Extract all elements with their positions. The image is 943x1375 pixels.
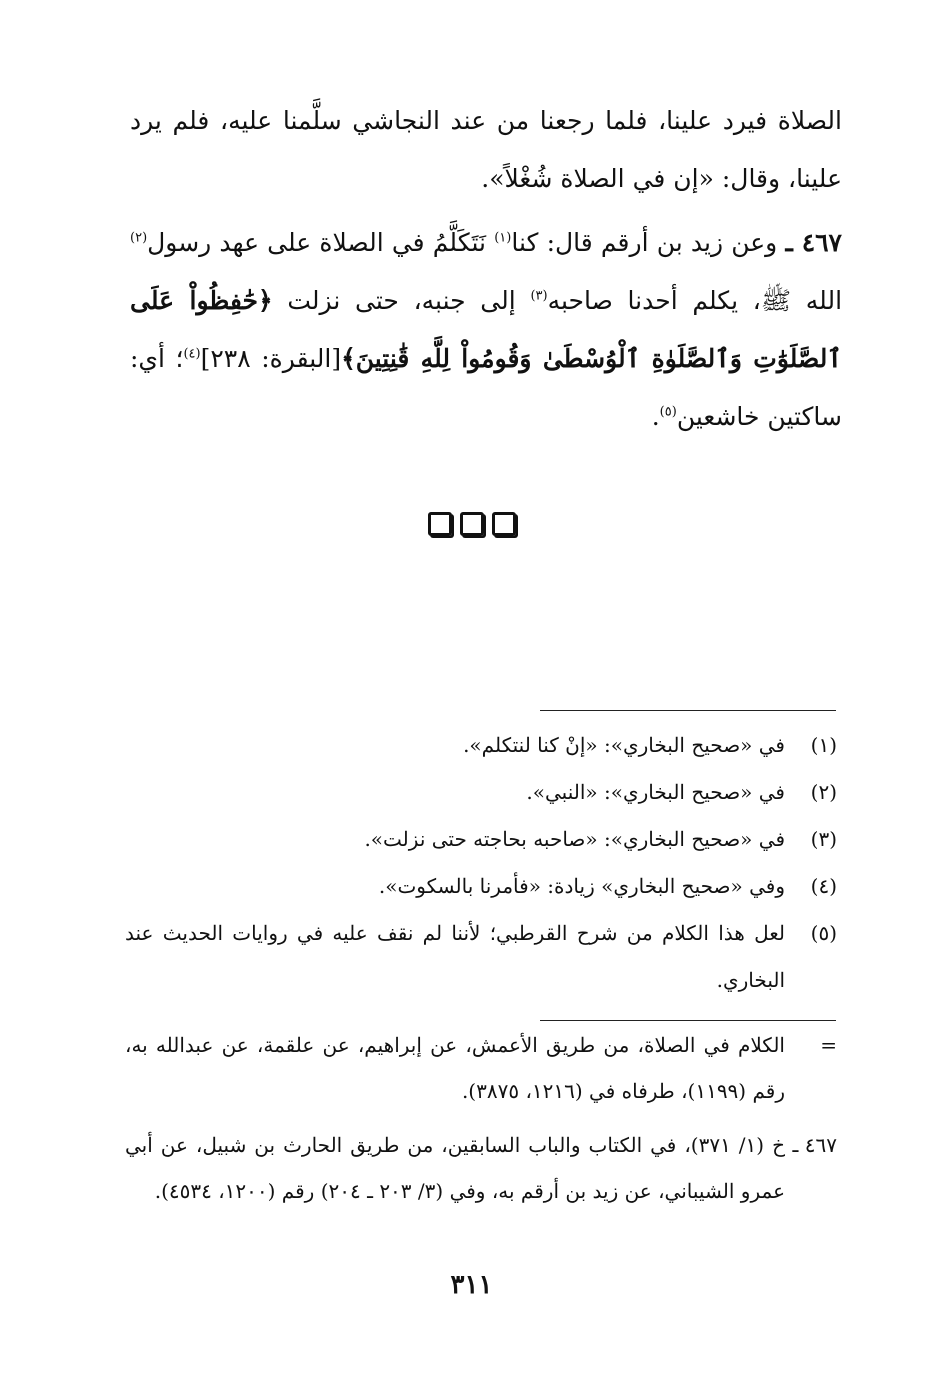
section-separator [0,512,943,540]
separator-box-icon [460,512,484,536]
paragraph-1: الصلاة فيرد علينا، فلما رجعنا من عند النجاشي سلَّمنا عليه، فلم يرد علينا، وقال: «إن في الصلاة شُغْلاً». [130,106,842,193]
footnote-ref-3: (٣) [530,288,548,304]
footnote-number: (١) [810,733,837,757]
hadith-number: ٤٦٧ ـ [785,228,842,257]
footnotes [125,722,837,1004]
main-text [130,92,842,446]
separator-box-icon [428,512,452,536]
footnote-item [125,863,837,910]
quran-verse: ﴿حَٰفِظُواْ عَلَى ٱلصَّلَوَٰتِ وَٱلصَّلَوٰةِ ٱلْوُسْطَىٰ وَقُومُواْ لِلَّهِ قَٰنِتِينَ﴾ [130,286,842,373]
takhrij-notes [125,1022,837,1214]
page-number: ٣١١ [450,1270,493,1300]
takhrij-item [125,1122,837,1214]
hadith-text-a: وعن زيد بن أرقم قال: كنا [511,228,778,257]
verse-reference: [البقرة: ٢٣٨] [200,344,342,373]
footnote-ref-2: (٢) [130,230,148,246]
footnote-ref-5: (٥) [659,404,677,420]
footnote-text: في «صحيح البخاري»: «صاحبه بحاجته حتى نزلت». [364,827,785,851]
hadith-text-d: إلى جنبه، حتى نزلت [287,286,516,315]
footnote-number: (٣) [810,827,837,851]
footnote-number: (٥) [810,921,837,945]
footnote-ref-4: (٤) [183,346,201,362]
footnote-rule [540,710,836,711]
takhrij-number: ٤٦٧ ـ [792,1133,837,1157]
takhrij-text: خ (١/ ٣٧١)، في الكتاب والباب السابقين، من طريق الحارث بن شبيل، عن أبي عمرو الشيباني، عن زيد بن أرقم به، وفي (٣/ ٢٠٣ ـ ٢٠٤) رقم (١٢٠٠، ٤٥٣٤). [125,1133,785,1203]
takhrij-number: = [820,1033,837,1057]
footnote-text: لعل هذا الكلام من شرح القرطبي؛ لأننا لم نقف عليه في روايات الحديث عند البخاري. [125,921,785,992]
footnote-ref-1: (١) [494,230,512,246]
takhrij-rule [540,1020,836,1021]
takhrij-text: الكلام في الصلاة، من طريق الأعمش، عن إبراهيم، عن علقمة، عن عبدالله به، رقم (١١٩٩)، طرفاه في (١٢١٦، ٣٨٧٥). [125,1033,785,1103]
footnote-number: (٤) [810,874,837,898]
footnote-text: في «صحيح البخاري»: «النبي». [526,780,785,804]
footnote-item [125,816,837,863]
takhrij-item [125,1022,837,1114]
footnote-item [125,910,837,1004]
hadith-467 [130,214,842,446]
footnote-item [125,722,837,769]
footnote-number: (٢) [810,780,837,804]
footnote-text: وفي «صحيح البخاري» زيادة: «فأمرنا بالسكوت». [378,874,785,898]
hadith-text-b: نَتَكَلَّمُ في الصلاة على عهد رسول [147,228,487,257]
hadith-text-c: الله ﷺ، يكلم أحدنا صاحبه [547,286,843,315]
footnote-text: في «صحيح البخاري»: «إنْ كنا لنتكلم». [463,733,785,757]
hadith-text-e: ؛ أي: ساكتين خاشعين [130,344,842,431]
separator-box-icon [492,512,516,536]
hadith-text-end: . [651,402,660,431]
footnote-item [125,769,837,816]
